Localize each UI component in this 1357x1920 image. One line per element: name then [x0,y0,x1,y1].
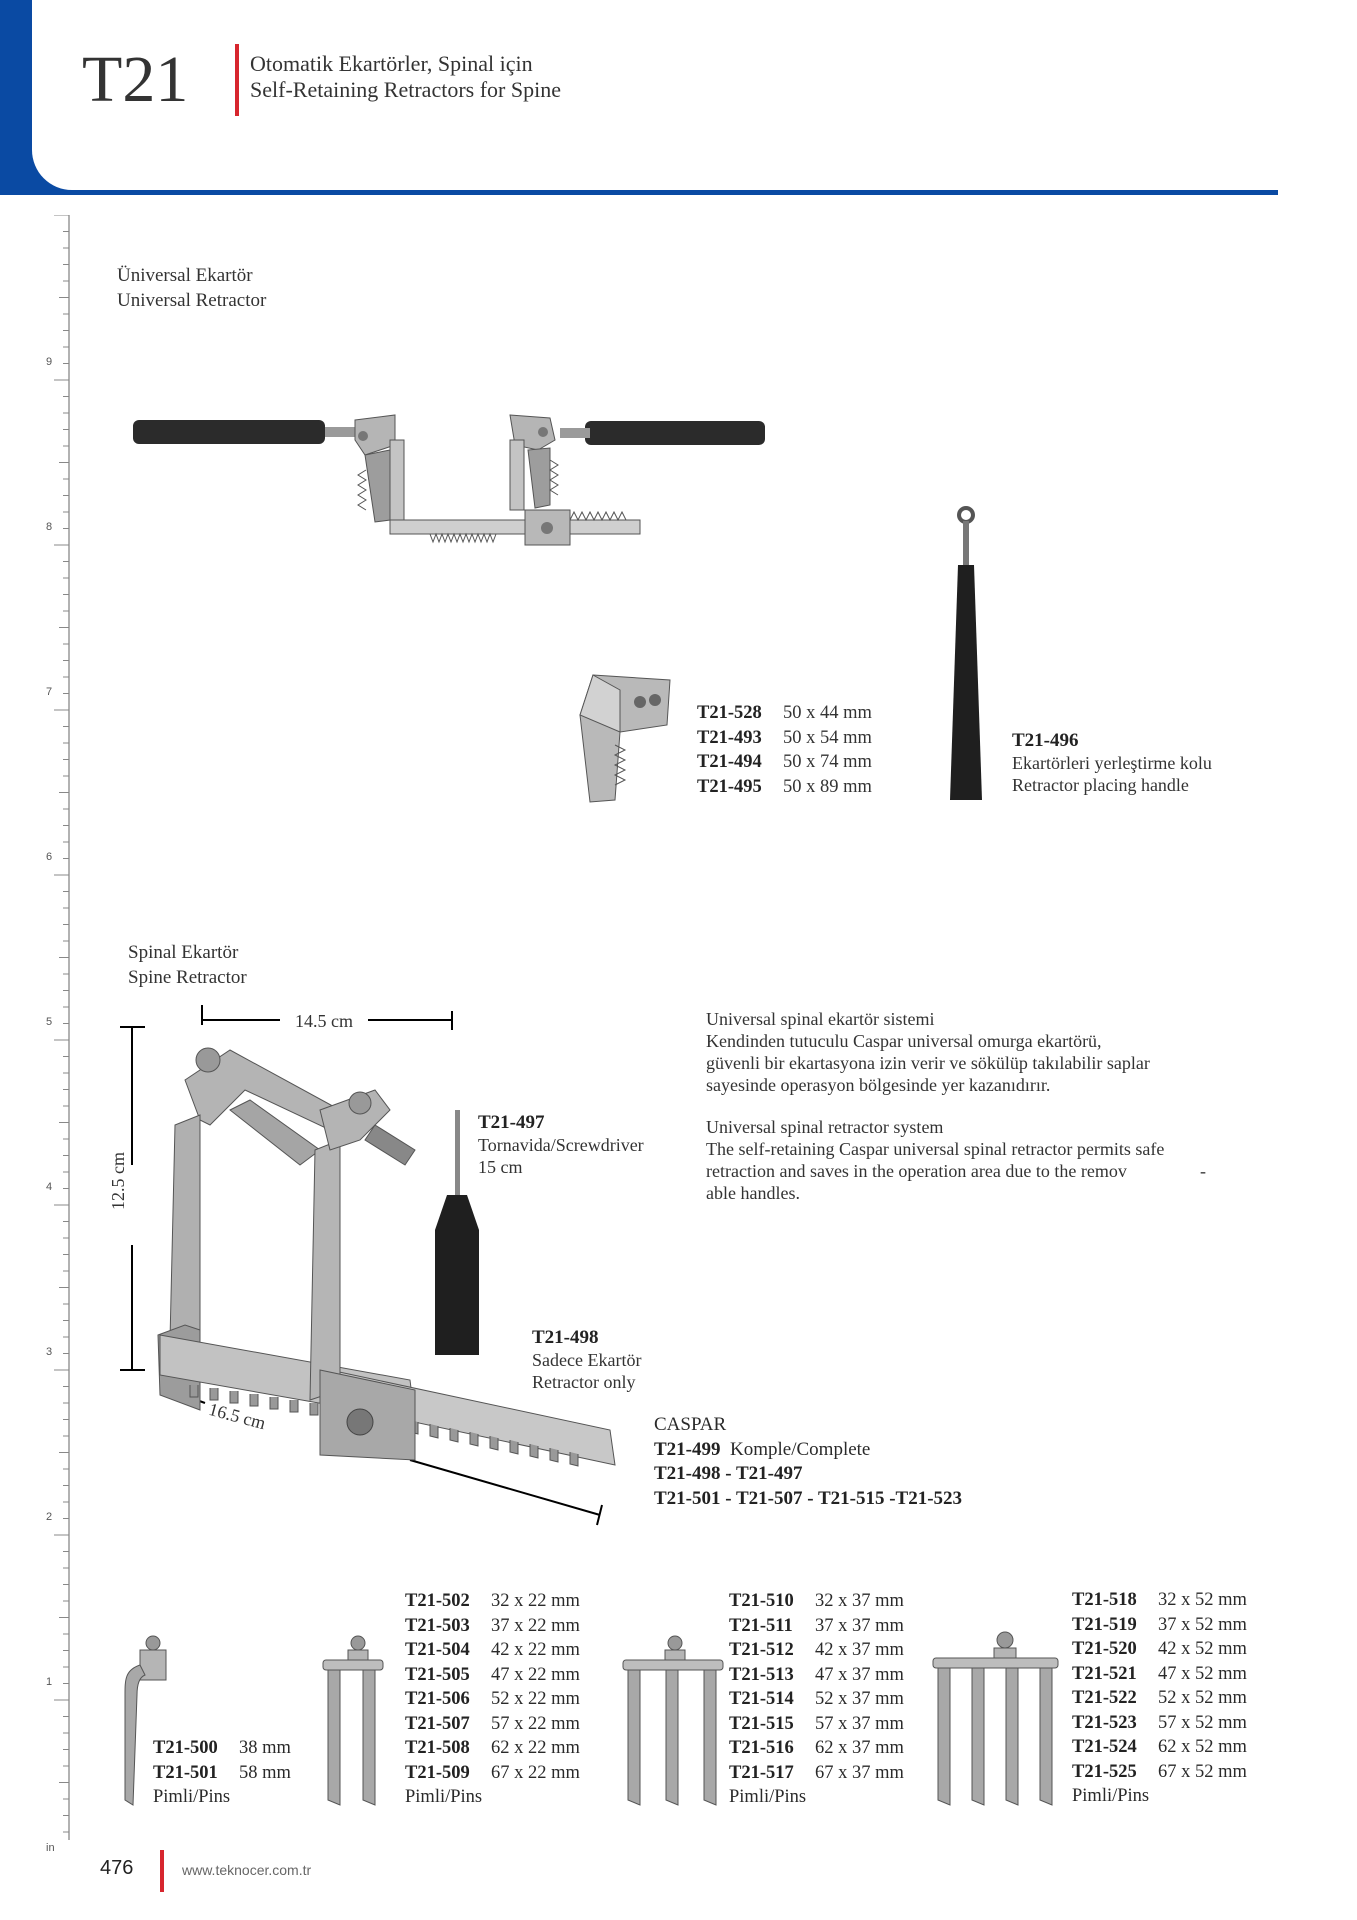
pin-row [729,1589,904,1614]
desc-tr-line: Kendinden tutuculu Caspar universal omurga ekartörü, [706,1031,1102,1051]
pin-row [729,1614,904,1639]
product-code: T21-514 [729,1689,794,1709]
product-code: T21-499 [654,1438,721,1460]
retractor-only-tr: Sadece Ekartör [532,1350,642,1370]
pin-row [729,1687,904,1712]
pin-triple-image [618,1635,728,1810]
ruler-label: 7 [46,686,53,698]
screwdriver-length: 15 cm [478,1157,523,1177]
desc-tr-title: Universal spinal ekartör sistemi [706,1009,935,1029]
section-code: T21 [82,43,189,116]
product-size: 47 x 22 mm [491,1664,580,1685]
desc-en-line: The self-retaining Caspar universal spinal retractor permits safe [706,1139,1165,1159]
product-size: 47 x 52 mm [1158,1663,1247,1684]
product-size: 52 x 22 mm [491,1689,580,1709]
header-title-tr: Otomatik Ekartörler, Spinal için [250,51,533,76]
product-code: T21-515 [729,1713,794,1734]
pin-row [405,1761,580,1786]
product-code: T21-512 [729,1640,794,1660]
product-code: T21-521 [1072,1663,1137,1684]
handle-desc-tr: Ekartörleri yerleştirme kolu [1012,753,1212,773]
blade-row [697,701,872,726]
caspar-line: T21-501 - T21-507 - T21-515 -T21-523 [654,1487,963,1509]
pin-row [1072,1686,1247,1711]
desc-en-line: retraction and saves in the operation area due to the remov [706,1161,1127,1181]
product-size: 32 x 52 mm [1158,1590,1247,1610]
blade-list [697,701,872,799]
product-code: T21-498 [532,1327,599,1348]
header-blue-rule [32,190,1278,195]
product-size: 62 x 22 mm [491,1738,580,1758]
pin-row [405,1638,580,1663]
product-size: 57 x 52 mm [1158,1712,1247,1733]
product-code: T21-517 [729,1762,794,1783]
ruler-label: 6 [46,851,53,863]
product-size: 67 x 37 mm [815,1762,904,1783]
product-size: 37 x 37 mm [815,1615,904,1636]
product-size: 37 x 22 mm [491,1615,580,1636]
desc-en-title: Universal spinal retractor system [706,1117,944,1137]
product-code: T21-504 [405,1640,470,1660]
product-code: T21-518 [1072,1590,1137,1610]
product-code: T21-505 [405,1664,470,1685]
product-code: T21-501 [153,1762,218,1783]
ruler-label: 1 [46,1676,53,1688]
pin-row [405,1589,580,1614]
pin-row [405,1712,580,1737]
product-code: T21-523 [1072,1712,1137,1733]
universal-title-tr: Üniversal Ekartör [117,265,253,286]
pin-row [405,1614,580,1639]
desc-tr-line: sayesinde operasyon bölgesinde yer kazanıdırır. [706,1075,1051,1095]
product-size: 67 x 22 mm [491,1762,580,1783]
product-size: 50 x 44 mm [783,703,872,723]
product-size: 50 x 74 mm [783,752,872,772]
pin-row [1072,1711,1247,1736]
pin-group-3 [729,1589,904,1810]
placing-handle-info [1012,730,1212,796]
product-size: 32 x 37 mm [815,1591,904,1611]
ruler-label: 4 [46,1181,53,1193]
pin-row [1072,1735,1247,1760]
blade-row [697,726,872,751]
pin-row [1072,1760,1247,1785]
pin-row [153,1736,291,1761]
pin-row [1072,1662,1247,1687]
product-size: 57 x 37 mm [815,1713,904,1734]
desc-tr-line: güvenli bir ekartasyona izin verir ve sökülüp takılabilir saplar [706,1053,1150,1073]
product-code: T21-520 [1072,1639,1137,1659]
product-size: 58 mm [239,1762,291,1783]
product-code: T21-503 [405,1615,470,1636]
footer-red-bar [160,1850,164,1892]
retractor-only-info [532,1327,641,1393]
pin-row [729,1663,904,1688]
caspar-label: CASPAR [654,1414,727,1435]
product-size: 62 x 37 mm [815,1738,904,1758]
product-code: T21-507 [405,1713,470,1734]
product-size: 38 mm [239,1738,291,1758]
blade-row [697,775,872,800]
screwdriver-info [478,1112,644,1178]
header-red-bar [235,44,239,116]
universal-title-en: Universal Retractor [117,290,267,311]
product-code: T21-506 [405,1689,470,1709]
product-size: 37 x 52 mm [1158,1614,1247,1635]
product-size: 42 x 37 mm [815,1640,904,1660]
dim-depth: 16.5 cm [206,1398,268,1434]
dim-width: 14.5 cm [295,1011,353,1031]
product-code: T21-493 [697,727,762,748]
pin-quad-image [928,1630,1063,1810]
pin-row [729,1736,904,1761]
product-size: 50 x 89 mm [783,776,872,797]
product-size: 32 x 22 mm [491,1591,580,1611]
product-code: T21-496 [1012,730,1079,751]
ruler [40,215,80,1845]
pin-row [153,1761,291,1786]
ruler-label: 9 [46,356,53,368]
product-size: 57 x 22 mm [491,1713,580,1734]
caspar-complete-text: Komple/Complete [730,1438,871,1460]
ruler-label: in [46,1842,55,1854]
blade-row [697,750,872,775]
pin-row [729,1638,904,1663]
spine-title-tr: Spinal Ekartör [128,942,239,963]
spine-title [128,940,247,990]
universal-title [117,263,266,313]
pin-double-image [318,1635,388,1810]
pin-row [729,1761,904,1786]
product-code: T21-495 [697,776,762,797]
footer-url[interactable]: www.teknocer.com.tr [182,1862,312,1878]
screwdriver-name: Tornavida/Screwdriver [478,1135,644,1155]
product-size: 42 x 52 mm [1158,1639,1247,1659]
pin-group-2 [405,1589,580,1810]
product-code: T21-494 [697,752,762,772]
ruler-label: 5 [46,1016,53,1028]
spine-retractor-image [150,1030,630,1490]
pin-row [1072,1588,1247,1613]
pins-label: Pimli/Pins [1072,1786,1150,1806]
product-size: 50 x 54 mm [783,727,872,748]
universal-retractor-image [130,410,780,560]
product-code: T21-516 [729,1738,794,1758]
pins-label: Pimli/Pins [729,1787,807,1807]
blade-image [575,670,675,810]
ruler-label: 2 [46,1511,53,1523]
product-code: T21-497 [478,1112,545,1133]
pin-group-1 [153,1736,291,1810]
product-code: T21-524 [1072,1737,1137,1757]
handle-desc-en: Retractor placing handle [1012,775,1189,795]
product-code: T21-513 [729,1664,794,1685]
product-size: 47 x 37 mm [815,1664,904,1685]
product-code: T21-525 [1072,1761,1137,1782]
product-code: T21-519 [1072,1614,1137,1635]
product-size: 62 x 52 mm [1158,1737,1247,1757]
product-code: T21-528 [697,703,762,723]
pin-group-4 [1072,1588,1247,1809]
product-size: 67 x 52 mm [1158,1761,1247,1782]
product-code: T21-511 [729,1615,793,1636]
pin-row [1072,1637,1247,1662]
dim-height: 12.5 cm [108,1152,128,1210]
retractor-only-en: Retractor only [532,1372,636,1392]
ruler-label: 3 [46,1346,53,1358]
pin-row [405,1736,580,1761]
product-size: 52 x 37 mm [815,1689,904,1709]
spine-title-en: Spine Retractor [128,967,247,988]
product-code: T21-508 [405,1738,470,1758]
caspar-block [654,1413,962,1511]
product-size: 52 x 52 mm [1158,1688,1247,1708]
ruler-label: 8 [46,521,53,533]
placing-handle-image [940,505,990,810]
desc-en-hyphen: - [1200,1161,1206,1181]
page-number: 476 [100,1857,134,1879]
product-size: 42 x 22 mm [491,1640,580,1660]
desc-en-line: able handles. [706,1183,800,1203]
pin-row [1072,1613,1247,1638]
pin-row [405,1663,580,1688]
pin-row [729,1712,904,1737]
caspar-line: T21-498 - T21-497 [654,1463,803,1484]
pin-row [405,1687,580,1712]
pins-label: Pimli/Pins [153,1787,231,1807]
product-code: T21-500 [153,1738,218,1758]
pins-label: Pimli/Pins [405,1787,483,1807]
product-code: T21-510 [729,1591,794,1611]
product-code: T21-509 [405,1762,470,1783]
product-code: T21-502 [405,1591,470,1611]
header-title-en: Self-Retaining Retractors for Spine [250,77,561,102]
product-code: T21-522 [1072,1688,1137,1708]
spine-description [706,1008,1206,1204]
